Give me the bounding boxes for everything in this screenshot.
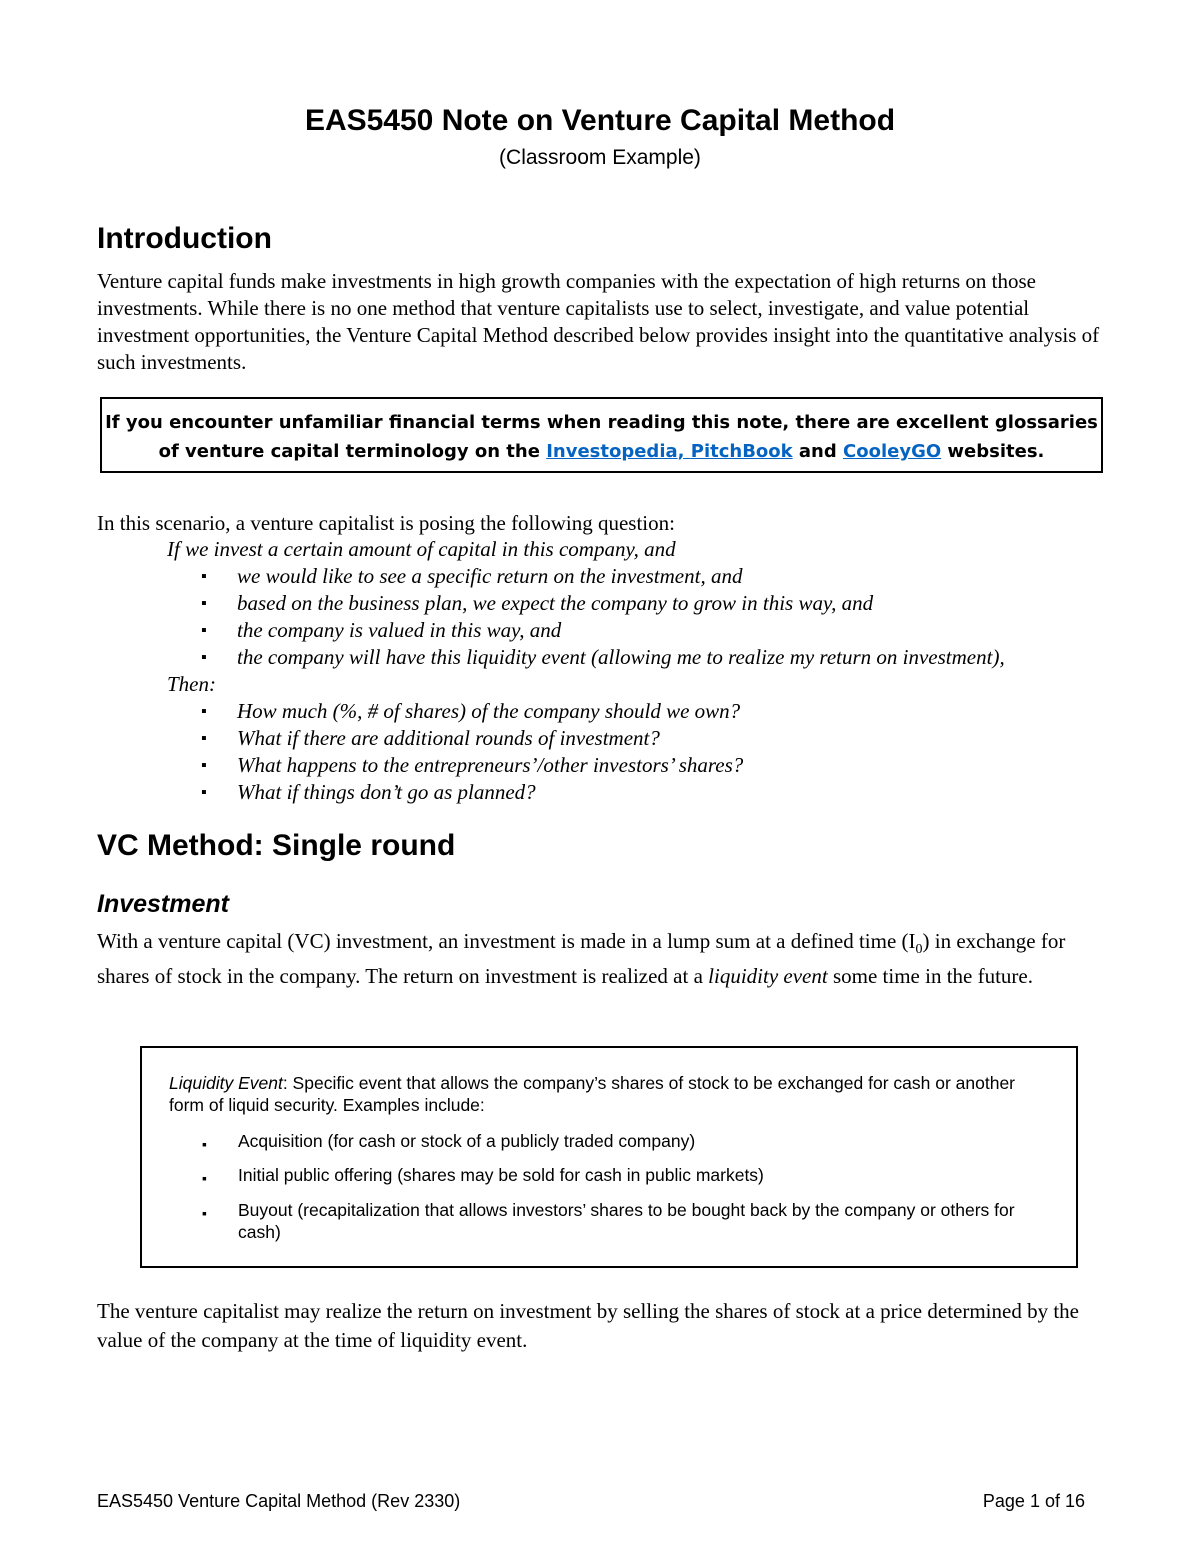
link-separator-comma[interactable]: , bbox=[677, 441, 691, 462]
glossary-callout-box bbox=[100, 397, 1103, 473]
bullet-icon: ▪ bbox=[201, 622, 207, 639]
introduction-paragraph: Venture capital funds make investments in high growth companies with the expectation of high returns on those investments. While there is no one method that venture capitalists use to select, investigate, and value potential investment opportunities, the Venture Capital Method described below provides insight into the quantitative analysis of such investments. bbox=[97, 269, 1100, 374]
footer-page-number: Page 1 of 16 bbox=[982, 1491, 1085, 1511]
document-title: EAS5450 Note on Venture Capital Method bbox=[304, 104, 896, 137]
definition-term: Liquidity Event bbox=[169, 1073, 283, 1093]
bullet-icon: ▪ bbox=[202, 1205, 207, 1221]
liquidity-event-definition-box bbox=[140, 1046, 1078, 1268]
list-item: What if things don’t go as planned? bbox=[237, 780, 536, 804]
link-separator-and: and bbox=[792, 441, 844, 462]
liquidity-event-term: liquidity event bbox=[708, 964, 828, 989]
investment-subscript: 0 bbox=[915, 942, 923, 958]
investment-paragraph bbox=[97, 928, 1117, 990]
vc-method-heading: VC Method: Single round bbox=[97, 829, 456, 862]
bullet-icon: ▪ bbox=[202, 1136, 207, 1152]
definition-text: : Specific event that allows the company’s shares of stock to be exchanged for cash or another form of liquid security. Examples include: bbox=[169, 1073, 1015, 1115]
pitchbook-link[interactable]: PitchBook bbox=[690, 441, 793, 462]
definition-item: Buyout (recapitalization that allows investors’ shares to be bought back by the company or others for cash) bbox=[238, 1200, 1015, 1242]
closing-paragraph: The venture capitalist may realize the return on investment by selling the shares of stock at a price determined by the value of the company at the time of liquidity event. bbox=[97, 1299, 1079, 1352]
scenario-intro: In this scenario, a venture capitalist is posing the following question: bbox=[97, 511, 675, 535]
then-line: Then: bbox=[167, 672, 216, 696]
bullet-icon: ▪ bbox=[201, 757, 207, 774]
introduction-heading: Introduction bbox=[97, 222, 272, 255]
list-item: What happens to the entrepreneurs’/other investors’ shares? bbox=[237, 753, 744, 777]
footer-document-info: EAS5450 Venture Capital Method (Rev 2330) bbox=[97, 1491, 461, 1511]
bullet-icon: ▪ bbox=[201, 595, 207, 612]
list-item: What if there are additional rounds of investment? bbox=[237, 726, 660, 750]
list-item: the company is valued in this way, and bbox=[237, 618, 562, 642]
investment-subheading: Investment bbox=[97, 890, 229, 918]
bullet-icon: ▪ bbox=[201, 784, 207, 801]
definition-intro bbox=[169, 1072, 1049, 1116]
callout-text: If you encounter unfamiliar financial terms when reading this note, there are excellent glossaries of venture capital terminology on the bbox=[105, 412, 1098, 462]
list-item: How much (%, # of shares) of the company should we own? bbox=[237, 699, 741, 723]
list-item: based on the business plan, we expect the company to grow in this way, and bbox=[237, 591, 874, 615]
document-subtitle: (Classroom Example) bbox=[499, 146, 701, 169]
definition-item: Initial public offering (shares may be sold for cash in public markets) bbox=[238, 1165, 764, 1185]
investment-text-2: ) in exchange for shares of stock in the company. The return on investment is realized at a bbox=[97, 929, 1066, 989]
bullet-icon: ▪ bbox=[201, 649, 207, 666]
bullet-icon: ▪ bbox=[201, 730, 207, 747]
bullet-icon: ▪ bbox=[201, 568, 207, 585]
bullet-icon: ▪ bbox=[202, 1170, 207, 1186]
list-item: the company will have this liquidity event (allowing me to realize my return on investment), bbox=[237, 645, 1005, 669]
bullet-icon: ▪ bbox=[201, 703, 207, 720]
cooleygo-link[interactable]: CooleyGO bbox=[843, 441, 942, 462]
investopedia-link[interactable]: Investopedia bbox=[546, 441, 678, 462]
definition-item: Acquisition (for cash or stock of a publicly traded company) bbox=[238, 1131, 696, 1151]
callout-text-end: websites. bbox=[941, 441, 1045, 462]
investment-text-3: some time in the future. bbox=[827, 964, 1033, 989]
list-item: we would like to see a specific return on the investment, and bbox=[237, 564, 743, 588]
investment-text-1: With a venture capital (VC) investment, an investment is made in a lump sum at a defined time (I bbox=[97, 929, 916, 953]
if-line: If we invest a certain amount of capital in this company, and bbox=[167, 537, 676, 561]
